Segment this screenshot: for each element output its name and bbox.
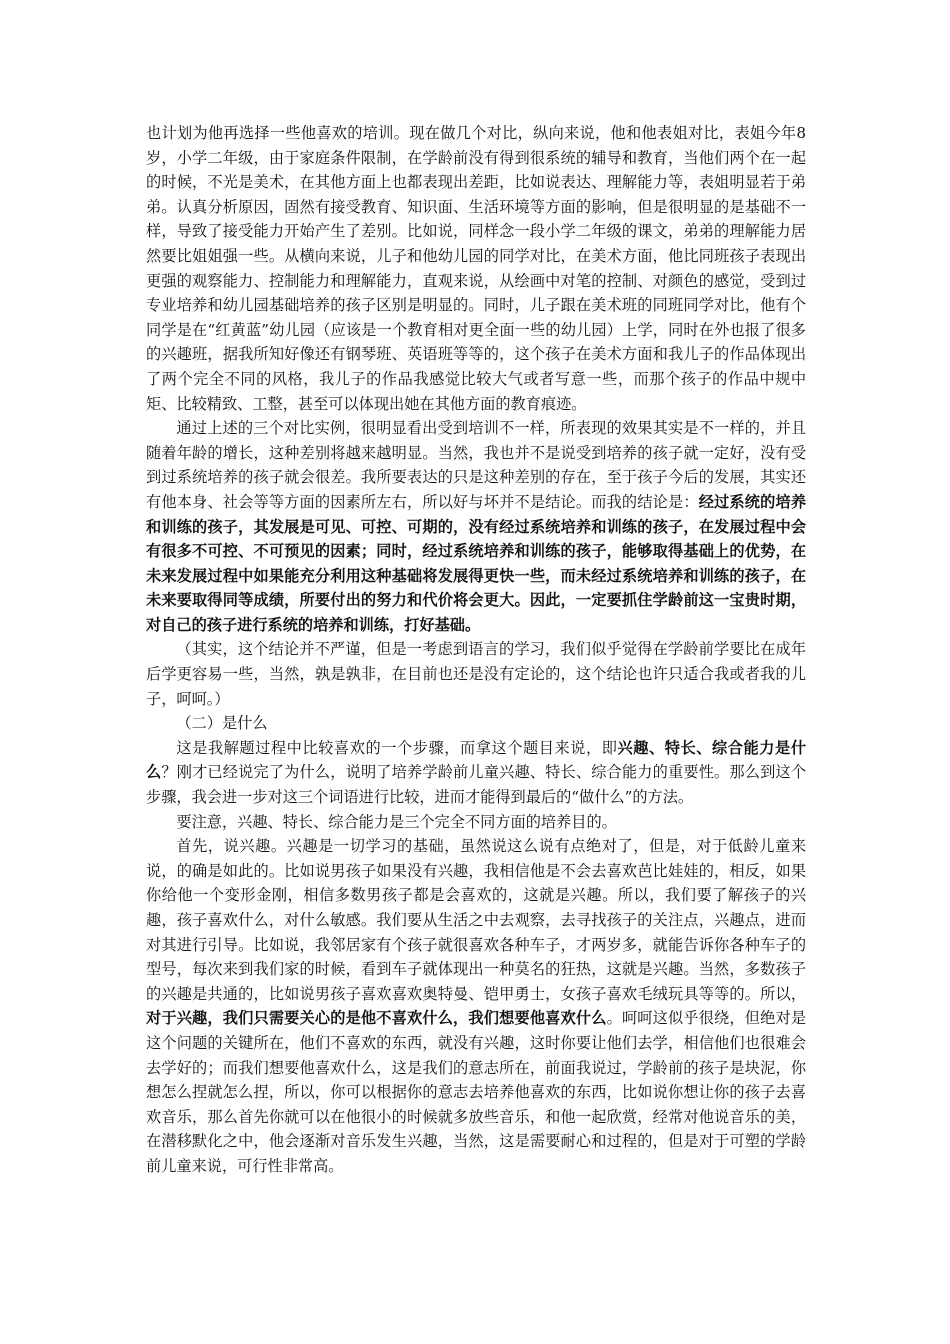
paragraph-text: 。呵呵这似乎很绕，但绝对是这个问题的关键所在，他们不喜欢的东西，就没有兴趣，这时你要让他们去学，相信他们也很难会去学好的；而我们想要他喜欢什么，这是我们的意志所在，前面我说过，学龄前的孩子是块泥，你想怎么捏就怎么捏，所以，你可以根据你的意志去培养他喜欢的东西，比如说你想让你的孩子去喜欢音乐，那么首先你就可以在他很小的时候就多放些音乐，和他一起欣赏，经常对他说音乐的美，在潜移默化之中，他会逐渐对音乐发生兴趣，当然，这是需要耐心和过程的，但是对于可塑的学龄前儿童来说，可行性非常高。	[146, 1009, 807, 1175]
paragraph-note	[146, 637, 806, 711]
heading-text: （二）是什么	[176, 714, 268, 733]
paragraph-interest	[146, 834, 806, 1178]
paragraph-what-intro	[146, 736, 806, 810]
document-page	[146, 121, 806, 1179]
paragraph-text: 也计划为他再选择一些他喜欢的培训。现在做几个对比，纵向来说，他和他表姐对比，表姐今年8岁，小学二年级，由于家庭条件限制，在学龄前没有得到很系统的辅导和教育，当他们两个在一起的时候，不光是美术，在其他方面上也都表现出差距，比如说表达、理解能力等，表姐明显若于弟弟。认真分析原因，固然有接受教育、知识面、生活环境等方面的影响，但是很明显的是基础不一样，导致了接受能力开始产生了差别。比如说，同样念一段小学二年级的课文，弟弟的理解能力居然要比姐姐强一些。从横向来说，儿子和他幼儿园的同学对比，在美术方面，他比同班孩子表现出更强的观察能力、控制能力和理解能力，直观来说，从绘画中对笔的控制、对颜色的感觉，受到过专业培养和幼儿园基础培养的孩子区别是明显的。同时，儿子跟在美术班的同班同学对比，他有个同学是在“红黄蓝”幼儿园（应该是一个教育相对更全面一些的幼儿园）上学，同时在外也报了很多的兴趣班，据我所知好像还有钢琴班、英语班等等的，这个孩子在美术方面和我儿子的作品体现出了两个完全不同的风格，我儿子的作品我感觉比较大气或者写意一些，而那个孩子的作品中规中矩、比较精致、工整，甚至可以体现出她在其他方面的教育痕迹。	[146, 124, 806, 413]
interest-bold-text: 对于兴趣，我们只需要关心的是他不喜欢什么，我们想要他喜欢什么	[146, 1009, 607, 1028]
section-heading-what	[146, 711, 806, 736]
paragraph-text: （其实，这个结论并不严谨，但是一考虑到语言的学习，我们似乎觉得在学龄前学要比在成年后学更容易一些，当然，孰是孰非，在目前也还是没有定论的，这个结论也许只适合我或者我的儿子，呵呵。）	[146, 640, 806, 708]
paragraph-conclusion	[146, 416, 806, 637]
paragraph-text: ？刚才已经说完了为什么，说明了培养学龄前儿童兴趣、特长、综合能力的重要性。那么到这个步骤，我会进一步对这三个词语进行比较，进而才能得到最后的“做什么”的方法。	[146, 763, 807, 807]
paragraph-text: 这是我解题过程中比较喜欢的一个步骤，而拿这个题目来说，即	[176, 738, 618, 757]
paragraph-comparison	[146, 121, 806, 416]
paragraph-attention	[146, 810, 806, 835]
paragraph-text: 通过上述的三个对比实例，很明显看出受到培训不一样，所表现的效果其实是不一样的，并且随着年龄的增长，这种差别将越来越明显。当然，我也并不是说受到培养的孩子就一定好，没有受到过系统培养的孩子就会很差。我所要表达的只是这种差别的存在，至于孩子今后的发展，其实还有他本身、社会等等方面的因素所左右，所以好与坏并不是结论。而我的结论是：	[146, 419, 806, 511]
paragraph-text: 要注意，兴趣、特长、综合能力是三个完全不同方面的培养目的。	[176, 812, 617, 831]
question-bold-text: 兴趣、特长、综合能力是什么	[146, 738, 807, 782]
paragraph-text: 首先，说兴趣。兴趣是一切学习的基础，虽然说这么说有点绝对了，但是，对于低龄儿童来说，的确是如此的。比如说男孩子如果没有兴趣，我相信他是不会去喜欢芭比娃娃的，相反，如果你给他一个变形金刚，相信多数男孩子都是会喜欢的，这就是兴趣。所以，我们要了解孩子的兴趣，孩子喜欢什么，对什么敏感。我们要从生活之中去观察，去寻找孩子的关注点，兴趣点，进而对其进行引导。比如说，我邻居家有个孩子就很喜欢各种车子，才两岁多，就能告诉你各种车子的型号，每次来到我们家的时候，看到车子就体现出一种莫名的狂热，这就是兴趣。当然，多数孩子的兴趣是共通的，比如说男孩子喜欢喜欢奥特曼、铠甲勇士，女孩子喜欢毛绒玩具等等的。所以，	[146, 837, 806, 1003]
conclusion-bold-text: 经过系统的培养和训练的孩子，其发展是可见、可控、可期的，没有经过系统培养和训练的孩子，在发展过程中会有很多不可控、不可预见的因素；同时，经过系统培养和训练的孩子，能够取得基础上的优势，在未来发展过程中如果能充分利用这种基础将发展得更快一些，而未经过系统培养和训练的孩子，在未来要取得同等成绩，所要付出的努力和代价将会更大。因此，一定要抓住学龄前这一宝贵时期，对自己的孩子进行系统的培养和训练，打好基础。	[146, 492, 807, 634]
